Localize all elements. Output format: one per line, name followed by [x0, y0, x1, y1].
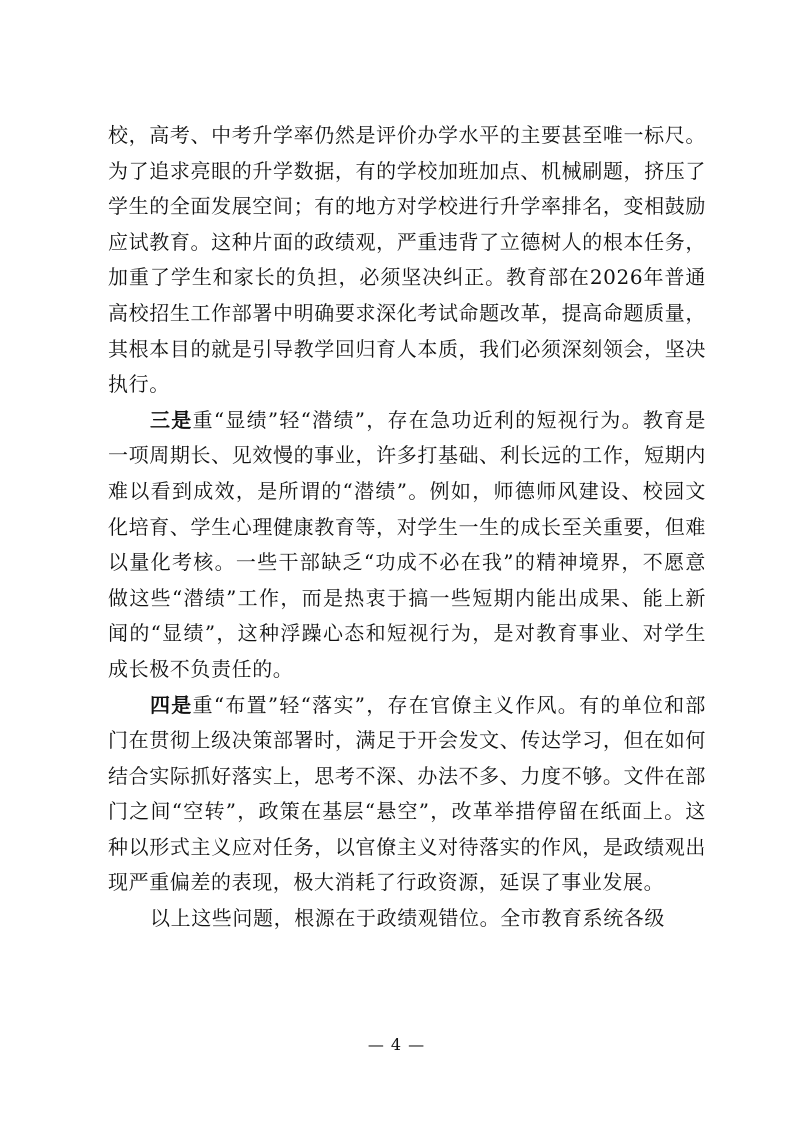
- paragraph-summary: [108, 901, 706, 937]
- paragraph-point-four: [108, 688, 706, 902]
- paragraph-text: 以上这些问题，根源在于政绩观错位。全市教育系统各级: [150, 906, 665, 931]
- paragraph-text: 校，高考、中考升学率仍然是评价办学水平的主要甚至唯一标尺。为了追求亮眼的升学数据，有的学校加班加点、机械刷题，挤压了学生的全面发展空间；有的地方对学校进行升学率排名，变相鼓励应试教育。这种片面的政绩观，严重违背了立德树人的根本任务，加重了学生和家长的负担，必须坚决纠正。教育部在2026年普通高校招生工作部署中明确要求深化考试命题改革，提高命题质量，其根本目的就是引导教学回归育人本质，我们必须深刻领会，坚决执行。: [108, 123, 706, 397]
- paragraph-lead: 三是: [150, 407, 193, 432]
- paragraph-text: 重“布置”轻“落实”，存在官僚主义作风。有的单位和部门在贯彻上级决策部署时，满足于开会发文、传达学习，但在如何结合实际抓好落实上，思考不深、办法不多、力度不够。文件在部门之间“空转”，政策在基层“悬空”，改革举措停留在纸面上。这种以形式主义应对任务，以官僚主义对待落实的作风，是政绩观出现严重偏差的表现，极大消耗了行政资源，延误了事业发展。: [108, 692, 707, 895]
- page-number: — 4 —: [367, 1035, 426, 1054]
- body-text: [108, 118, 706, 937]
- paragraph-text: 重“显绩”轻“潜绩”，存在急功近利的短视行为。教育是一项周期长、见效慢的事业，许多打基础、利长远的工作，短期内难以看到成效，是所谓的“潜绩”。例如，师德师风建设、校园文化培育、学生心理健康教育等，对学生一生的成长至关重要，但难以量化考核。一些干部缺乏“功成不必在我”的精神境界，不愿意做这些“潜绩”工作，而是热衷于搞一些短期内能出成果、能上新闻的“显绩”，这种浮躁心态和短视行为，是对教育事业、对学生成长极不负责任的。: [108, 407, 707, 681]
- paragraph-continuation: [108, 118, 706, 403]
- paragraph-point-three: [108, 403, 706, 688]
- paragraph-lead: 四是: [150, 692, 193, 717]
